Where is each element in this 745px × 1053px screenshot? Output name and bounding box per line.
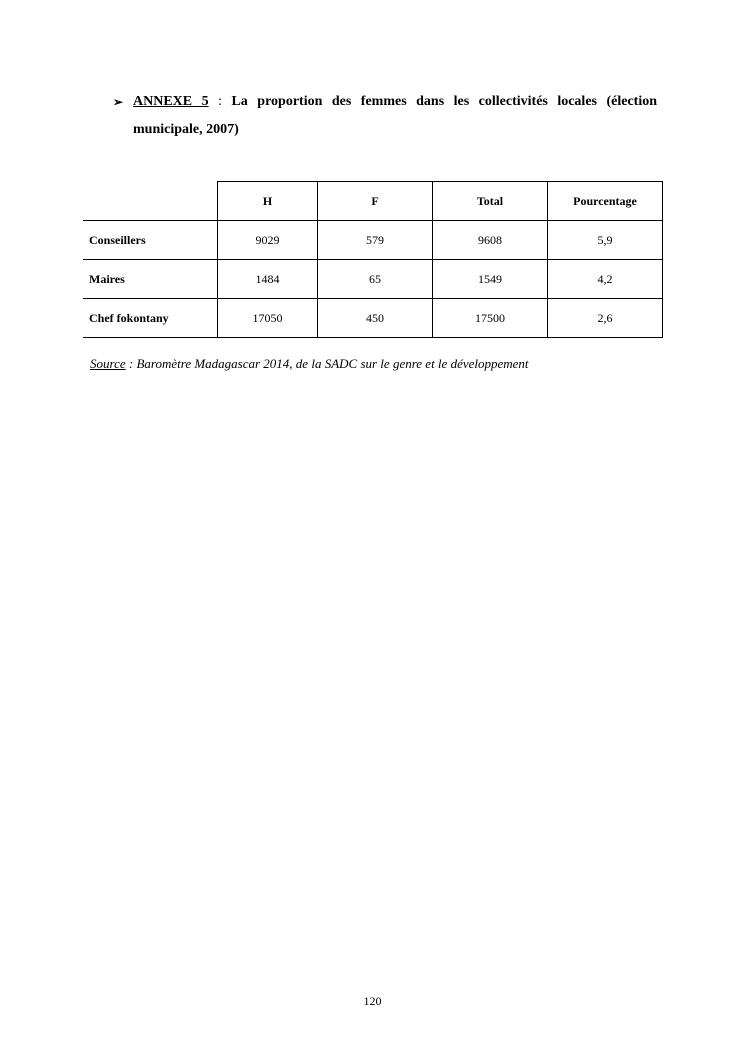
header-cell: F bbox=[318, 182, 433, 221]
header-cell: Total bbox=[433, 182, 548, 221]
table-row bbox=[83, 221, 663, 260]
annex-label: ANNEXE 5 bbox=[133, 94, 209, 109]
table-cell: 579 bbox=[318, 221, 433, 260]
header-cell: Pourcentage bbox=[548, 182, 663, 221]
header-cell bbox=[83, 182, 218, 221]
table-cell: 1484 bbox=[218, 260, 318, 299]
separator: : bbox=[208, 94, 232, 109]
table-cell: 17500 bbox=[433, 299, 548, 338]
annex-heading bbox=[113, 88, 657, 144]
table-cell: 5,9 bbox=[548, 221, 663, 260]
table-cell: 2,6 bbox=[548, 299, 663, 338]
arrow-bullet-icon: ➢ bbox=[113, 95, 124, 109]
table-row bbox=[83, 299, 663, 338]
table-cell: 17050 bbox=[218, 299, 318, 338]
source-text: : Baromètre Madagascar 2014, de la SADC sur le genre et le développement bbox=[125, 356, 529, 371]
row-label: Maires bbox=[83, 260, 218, 299]
table-row bbox=[83, 260, 663, 299]
header-cell: H bbox=[218, 182, 318, 221]
table-cell: 9608 bbox=[433, 221, 548, 260]
table-cell: 9029 bbox=[218, 221, 318, 260]
table-cell: 450 bbox=[318, 299, 433, 338]
table-header-row bbox=[83, 182, 663, 221]
row-label: Conseillers bbox=[83, 221, 218, 260]
row-label: Chef fokontany bbox=[83, 299, 218, 338]
source-note bbox=[90, 356, 529, 372]
data-table bbox=[83, 181, 663, 338]
annex-title: La proportion des femmes dans les collectivités locales (élection municipale, 2007) bbox=[133, 94, 657, 137]
source-label: Source bbox=[90, 356, 126, 371]
page-number: 120 bbox=[363, 994, 382, 1008]
table-cell: 65 bbox=[318, 260, 433, 299]
table-cell: 4,2 bbox=[548, 260, 663, 299]
table-cell: 1549 bbox=[433, 260, 548, 299]
